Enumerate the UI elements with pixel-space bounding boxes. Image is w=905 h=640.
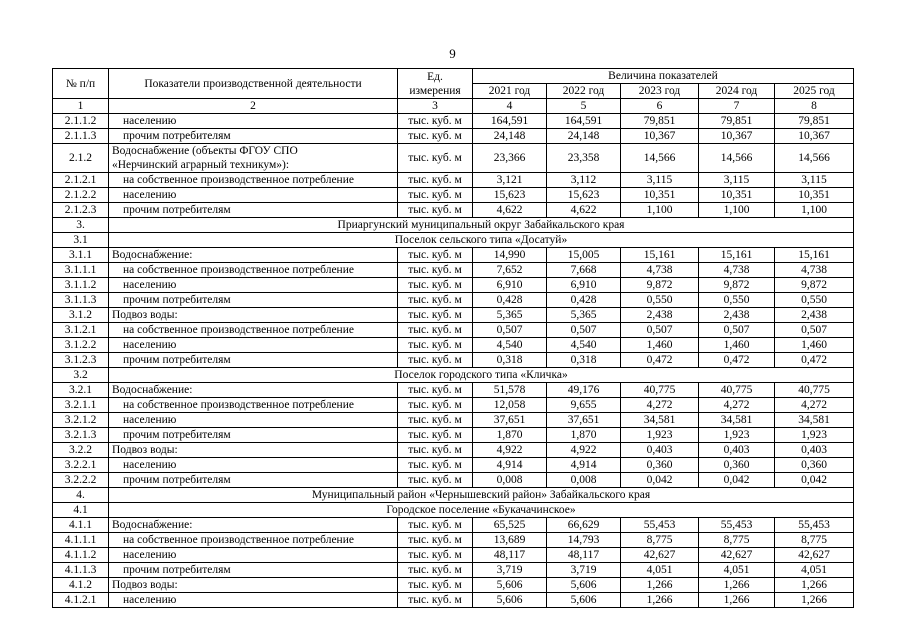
indicator-name: Подвоз воды: xyxy=(109,578,398,593)
table-row xyxy=(53,518,854,533)
index-cell: 6 xyxy=(621,99,699,114)
value-cell: 34,581 xyxy=(621,413,699,428)
value-cell: 1,266 xyxy=(621,593,699,608)
row-number: 3.1.1 xyxy=(53,248,109,263)
table-row xyxy=(53,443,854,458)
row-number: 2.1.2.3 xyxy=(53,203,109,218)
unit-cell: тыс. куб. м xyxy=(398,188,473,203)
unit-cell: тыс. куб. м xyxy=(398,428,473,443)
value-cell: 40,775 xyxy=(699,383,775,398)
value-cell: 0,550 xyxy=(775,293,854,308)
unit-cell: тыс. куб. м xyxy=(398,293,473,308)
value-cell: 1,460 xyxy=(621,338,699,353)
indicator-name: населению xyxy=(109,413,398,428)
table-row xyxy=(53,563,854,578)
unit-cell: тыс. куб. м xyxy=(398,338,473,353)
section-title: Поселок городского типа «Кличка» xyxy=(109,368,854,383)
unit-cell: тыс. куб. м xyxy=(398,278,473,293)
value-cell: 10,351 xyxy=(775,188,854,203)
value-cell: 0,042 xyxy=(621,473,699,488)
value-cell: 79,851 xyxy=(699,114,775,129)
indicator-name: Подвоз воды: xyxy=(109,308,398,323)
table-row xyxy=(53,428,854,443)
value-cell: 37,651 xyxy=(473,413,547,428)
value-cell: 4,738 xyxy=(775,263,854,278)
value-cell: 4,540 xyxy=(473,338,547,353)
value-cell: 5,606 xyxy=(547,578,621,593)
value-cell: 4,051 xyxy=(775,563,854,578)
value-cell: 42,627 xyxy=(775,548,854,563)
table-row xyxy=(53,188,854,203)
value-cell: 42,627 xyxy=(621,548,699,563)
value-cell: 12,058 xyxy=(473,398,547,413)
section-row xyxy=(53,368,854,383)
value-cell: 164,591 xyxy=(547,114,621,129)
row-number: 3.2.1 xyxy=(53,383,109,398)
value-cell: 3,115 xyxy=(699,173,775,188)
index-cell: 1 xyxy=(53,99,109,114)
value-cell: 4,272 xyxy=(621,398,699,413)
table-row xyxy=(53,383,854,398)
value-cell: 4,622 xyxy=(547,203,621,218)
unit-cell: тыс. куб. м xyxy=(398,308,473,323)
indicator-name: прочим потребителям xyxy=(109,293,398,308)
value-cell: 34,581 xyxy=(775,413,854,428)
row-number: 3.2.1.3 xyxy=(53,428,109,443)
index-row xyxy=(53,99,854,114)
row-number: 2.1.2.1 xyxy=(53,173,109,188)
value-cell: 0,403 xyxy=(621,443,699,458)
table-row xyxy=(53,144,854,173)
indicator-name: на собственное производственное потребление xyxy=(109,398,398,413)
row-number: 3.2.2 xyxy=(53,443,109,458)
value-cell: 3,719 xyxy=(473,563,547,578)
value-cell: 4,272 xyxy=(699,398,775,413)
index-cell: 7 xyxy=(699,99,775,114)
index-cell: 5 xyxy=(547,99,621,114)
indicator-name: населению xyxy=(109,593,398,608)
table-body xyxy=(53,114,854,608)
row-number: 3.1.1.2 xyxy=(53,278,109,293)
section-title: Городское поселение «Букачачинское» xyxy=(109,503,854,518)
row-number: 2.1.1.3 xyxy=(53,129,109,144)
value-cell: 0,318 xyxy=(547,353,621,368)
value-cell: 4,738 xyxy=(621,263,699,278)
indicator-name: прочим потребителям xyxy=(109,428,398,443)
table-row xyxy=(53,548,854,563)
indicator-name: населению xyxy=(109,338,398,353)
value-cell: 1,100 xyxy=(775,203,854,218)
header-values: Величина показателей xyxy=(473,69,854,84)
index-cell: 4 xyxy=(473,99,547,114)
row-number: 3.1.1.1 xyxy=(53,263,109,278)
value-cell: 2,438 xyxy=(621,308,699,323)
value-cell: 0,507 xyxy=(547,323,621,338)
row-number: 4.1.1.2 xyxy=(53,548,109,563)
value-cell: 8,775 xyxy=(775,533,854,548)
value-cell: 1,100 xyxy=(621,203,699,218)
value-cell: 0,360 xyxy=(775,458,854,473)
section-row xyxy=(53,503,854,518)
value-cell: 0,403 xyxy=(699,443,775,458)
value-cell: 164,591 xyxy=(473,114,547,129)
value-cell: 5,606 xyxy=(547,593,621,608)
indicator-name: Подвоз воды: xyxy=(109,443,398,458)
value-cell: 10,351 xyxy=(621,188,699,203)
indicator-name: прочим потребителям xyxy=(109,129,398,144)
header-year: 2022 год xyxy=(547,84,621,99)
table-row xyxy=(53,323,854,338)
value-cell: 48,117 xyxy=(473,548,547,563)
value-cell: 42,627 xyxy=(699,548,775,563)
value-cell: 0,403 xyxy=(775,443,854,458)
indicator-name: Водоснабжение: xyxy=(109,383,398,398)
row-number: 4.1.1.1 xyxy=(53,533,109,548)
value-cell: 4,622 xyxy=(473,203,547,218)
table-row xyxy=(53,338,854,353)
unit-cell: тыс. куб. м xyxy=(398,353,473,368)
value-cell: 1,266 xyxy=(699,593,775,608)
table-row xyxy=(53,413,854,428)
value-cell: 24,148 xyxy=(473,129,547,144)
value-cell: 4,914 xyxy=(473,458,547,473)
value-cell: 10,367 xyxy=(775,129,854,144)
index-cell: 8 xyxy=(775,99,854,114)
value-cell: 15,005 xyxy=(547,248,621,263)
header-unit-line2: измерения xyxy=(409,84,461,97)
indicator-name: населению xyxy=(109,114,398,129)
section-title: Муниципальный район «Чернышевский район» Забайкальского края xyxy=(109,488,854,503)
indicator-name: на собственное производственное потребление xyxy=(109,323,398,338)
header-unit-line1: Ед. xyxy=(427,70,443,83)
row-number: 3.1.2.1 xyxy=(53,323,109,338)
row-number: 3.1 xyxy=(53,233,109,248)
row-number: 4.1.1 xyxy=(53,518,109,533)
unit-cell: тыс. куб. м xyxy=(398,548,473,563)
table-row xyxy=(53,473,854,488)
row-number: 3.2 xyxy=(53,368,109,383)
value-cell: 79,851 xyxy=(621,114,699,129)
header-unit xyxy=(398,69,473,99)
value-cell: 15,623 xyxy=(473,188,547,203)
table-row xyxy=(53,458,854,473)
value-cell: 0,507 xyxy=(473,323,547,338)
value-cell: 13,689 xyxy=(473,533,547,548)
value-cell: 49,176 xyxy=(547,383,621,398)
value-cell: 1,870 xyxy=(473,428,547,443)
value-cell: 0,507 xyxy=(621,323,699,338)
header-year: 2023 год xyxy=(621,84,699,99)
value-cell: 4,272 xyxy=(775,398,854,413)
indicator-name: населению xyxy=(109,458,398,473)
unit-cell: тыс. куб. м xyxy=(398,263,473,278)
table-row xyxy=(53,129,854,144)
row-number: 4.1.1.3 xyxy=(53,563,109,578)
value-cell: 0,042 xyxy=(775,473,854,488)
unit-cell: тыс. куб. м xyxy=(398,578,473,593)
table-header xyxy=(53,69,854,114)
row-number: 3.1.2.2 xyxy=(53,338,109,353)
indicator-name-line2: «Нерчинский аграрный техникум»): xyxy=(112,159,290,171)
value-cell: 4,051 xyxy=(621,563,699,578)
value-cell: 10,367 xyxy=(699,129,775,144)
value-cell: 48,117 xyxy=(547,548,621,563)
value-cell: 3,121 xyxy=(473,173,547,188)
value-cell: 0,428 xyxy=(547,293,621,308)
row-number: 3.2.1.2 xyxy=(53,413,109,428)
indicator-name: населению xyxy=(109,188,398,203)
value-cell: 7,668 xyxy=(547,263,621,278)
value-cell: 4,738 xyxy=(699,263,775,278)
unit-cell: тыс. куб. м xyxy=(398,473,473,488)
unit-cell: тыс. куб. м xyxy=(398,144,473,173)
value-cell: 5,365 xyxy=(547,308,621,323)
value-cell: 40,775 xyxy=(775,383,854,398)
value-cell: 3,115 xyxy=(621,173,699,188)
header-name: Показатели производственной деятельности xyxy=(109,69,398,99)
unit-cell: тыс. куб. м xyxy=(398,114,473,129)
value-cell: 66,629 xyxy=(547,518,621,533)
indicator-name: на собственное производственное потребление xyxy=(109,173,398,188)
value-cell: 3,115 xyxy=(775,173,854,188)
table-row xyxy=(53,248,854,263)
value-cell: 2,438 xyxy=(775,308,854,323)
value-cell: 51,578 xyxy=(473,383,547,398)
unit-cell: тыс. куб. м xyxy=(398,173,473,188)
value-cell: 37,651 xyxy=(547,413,621,428)
value-cell: 2,438 xyxy=(699,308,775,323)
unit-cell: тыс. куб. м xyxy=(398,518,473,533)
section-row xyxy=(53,218,854,233)
table-row xyxy=(53,263,854,278)
table-row xyxy=(53,173,854,188)
indicator-name xyxy=(109,144,398,173)
index-cell: 3 xyxy=(398,99,473,114)
row-number: 4.1.2.1 xyxy=(53,593,109,608)
value-cell: 0,472 xyxy=(775,353,854,368)
indicators-table xyxy=(52,68,854,608)
header-year: 2024 год xyxy=(699,84,775,99)
section-title: Поселок сельского типа «Досатуй» xyxy=(109,233,854,248)
value-cell: 0,008 xyxy=(473,473,547,488)
value-cell: 14,566 xyxy=(699,144,775,173)
section-row xyxy=(53,488,854,503)
index-cell: 2 xyxy=(109,99,398,114)
unit-cell: тыс. куб. м xyxy=(398,323,473,338)
table-row xyxy=(53,578,854,593)
value-cell: 55,453 xyxy=(699,518,775,533)
value-cell: 0,360 xyxy=(621,458,699,473)
value-cell: 55,453 xyxy=(621,518,699,533)
value-cell: 15,623 xyxy=(547,188,621,203)
value-cell: 14,566 xyxy=(775,144,854,173)
indicator-name: прочим потребителям xyxy=(109,353,398,368)
value-cell: 0,428 xyxy=(473,293,547,308)
unit-cell: тыс. куб. м xyxy=(398,248,473,263)
unit-cell: тыс. куб. м xyxy=(398,203,473,218)
table-row xyxy=(53,398,854,413)
row-number: 3.2.1.1 xyxy=(53,398,109,413)
indicator-name: на собственное производственное потребление xyxy=(109,533,398,548)
value-cell: 9,872 xyxy=(621,278,699,293)
unit-cell: тыс. куб. м xyxy=(398,533,473,548)
value-cell: 9,655 xyxy=(547,398,621,413)
value-cell: 4,051 xyxy=(699,563,775,578)
row-number: 4.1 xyxy=(53,503,109,518)
value-cell: 40,775 xyxy=(621,383,699,398)
indicator-name: прочим потребителям xyxy=(109,203,398,218)
unit-cell: тыс. куб. м xyxy=(398,398,473,413)
value-cell: 1,266 xyxy=(699,578,775,593)
value-cell: 0,318 xyxy=(473,353,547,368)
unit-cell: тыс. куб. м xyxy=(398,383,473,398)
value-cell: 65,525 xyxy=(473,518,547,533)
indicator-name: населению xyxy=(109,548,398,563)
value-cell: 1,460 xyxy=(775,338,854,353)
value-cell: 14,793 xyxy=(547,533,621,548)
table-row xyxy=(53,114,854,129)
section-row xyxy=(53,233,854,248)
table-row xyxy=(53,353,854,368)
indicator-name: населению xyxy=(109,278,398,293)
value-cell: 1,266 xyxy=(775,593,854,608)
unit-cell: тыс. куб. м xyxy=(398,129,473,144)
value-cell: 15,161 xyxy=(621,248,699,263)
value-cell: 0,360 xyxy=(699,458,775,473)
value-cell: 5,365 xyxy=(473,308,547,323)
value-cell: 15,161 xyxy=(775,248,854,263)
header-year: 2025 год xyxy=(775,84,854,99)
value-cell: 14,990 xyxy=(473,248,547,263)
row-number: 2.1.2 xyxy=(53,144,109,173)
value-cell: 0,507 xyxy=(699,323,775,338)
value-cell: 3,719 xyxy=(547,563,621,578)
unit-cell: тыс. куб. м xyxy=(398,593,473,608)
unit-cell: тыс. куб. м xyxy=(398,413,473,428)
table-row xyxy=(53,593,854,608)
row-number: 3. xyxy=(53,218,109,233)
header-num: № п/п xyxy=(53,69,109,99)
unit-cell: тыс. куб. м xyxy=(398,458,473,473)
row-number: 2.1.1.2 xyxy=(53,114,109,129)
value-cell: 10,351 xyxy=(699,188,775,203)
value-cell: 1,100 xyxy=(699,203,775,218)
value-cell: 1,923 xyxy=(621,428,699,443)
value-cell: 1,923 xyxy=(775,428,854,443)
value-cell: 15,161 xyxy=(699,248,775,263)
indicator-name-line1: Водоснабжение (объекты ФГОУ СПО xyxy=(112,145,298,157)
value-cell: 1,923 xyxy=(699,428,775,443)
value-cell: 34,581 xyxy=(699,413,775,428)
indicator-name: прочим потребителям xyxy=(109,563,398,578)
value-cell: 23,366 xyxy=(473,144,547,173)
value-cell: 4,922 xyxy=(547,443,621,458)
header-year: 2021 год xyxy=(473,84,547,99)
value-cell: 4,914 xyxy=(547,458,621,473)
row-number: 3.1.2.3 xyxy=(53,353,109,368)
row-number: 3.1.2 xyxy=(53,308,109,323)
indicator-name: Водоснабжение: xyxy=(109,518,398,533)
indicator-name: на собственное производственное потребление xyxy=(109,263,398,278)
value-cell: 5,606 xyxy=(473,578,547,593)
value-cell: 0,550 xyxy=(699,293,775,308)
value-cell: 9,872 xyxy=(775,278,854,293)
value-cell: 3,112 xyxy=(547,173,621,188)
value-cell: 1,266 xyxy=(621,578,699,593)
value-cell: 6,910 xyxy=(547,278,621,293)
value-cell: 1,870 xyxy=(547,428,621,443)
table-row xyxy=(53,278,854,293)
value-cell: 5,606 xyxy=(473,593,547,608)
value-cell: 8,775 xyxy=(621,533,699,548)
value-cell: 10,367 xyxy=(621,129,699,144)
row-number: 4.1.2 xyxy=(53,578,109,593)
row-number: 3.2.2.1 xyxy=(53,458,109,473)
value-cell: 9,872 xyxy=(699,278,775,293)
value-cell: 79,851 xyxy=(775,114,854,129)
table-row xyxy=(53,308,854,323)
unit-cell: тыс. куб. м xyxy=(398,443,473,458)
value-cell: 1,266 xyxy=(775,578,854,593)
table-row xyxy=(53,293,854,308)
value-cell: 7,652 xyxy=(473,263,547,278)
row-number: 4. xyxy=(53,488,109,503)
unit-cell: тыс. куб. м xyxy=(398,563,473,578)
value-cell: 8,775 xyxy=(699,533,775,548)
section-title: Приаргунский муниципальный округ Забайкальского края xyxy=(109,218,854,233)
value-cell: 0,550 xyxy=(621,293,699,308)
value-cell: 24,148 xyxy=(547,129,621,144)
page-number: 9 xyxy=(449,46,456,61)
row-number: 3.2.2.2 xyxy=(53,473,109,488)
table-row xyxy=(53,203,854,218)
value-cell: 55,453 xyxy=(775,518,854,533)
value-cell: 4,540 xyxy=(547,338,621,353)
indicator-name: прочим потребителям xyxy=(109,473,398,488)
indicator-name: Водоснабжение: xyxy=(109,248,398,263)
row-number: 3.1.1.3 xyxy=(53,293,109,308)
value-cell: 0,507 xyxy=(775,323,854,338)
table-row xyxy=(53,533,854,548)
value-cell: 14,566 xyxy=(621,144,699,173)
row-number: 2.1.2.2 xyxy=(53,188,109,203)
value-cell: 1,460 xyxy=(699,338,775,353)
value-cell: 6,910 xyxy=(473,278,547,293)
value-cell: 0,042 xyxy=(699,473,775,488)
value-cell: 0,472 xyxy=(621,353,699,368)
value-cell: 23,358 xyxy=(547,144,621,173)
value-cell: 0,008 xyxy=(547,473,621,488)
value-cell: 4,922 xyxy=(473,443,547,458)
value-cell: 0,472 xyxy=(699,353,775,368)
